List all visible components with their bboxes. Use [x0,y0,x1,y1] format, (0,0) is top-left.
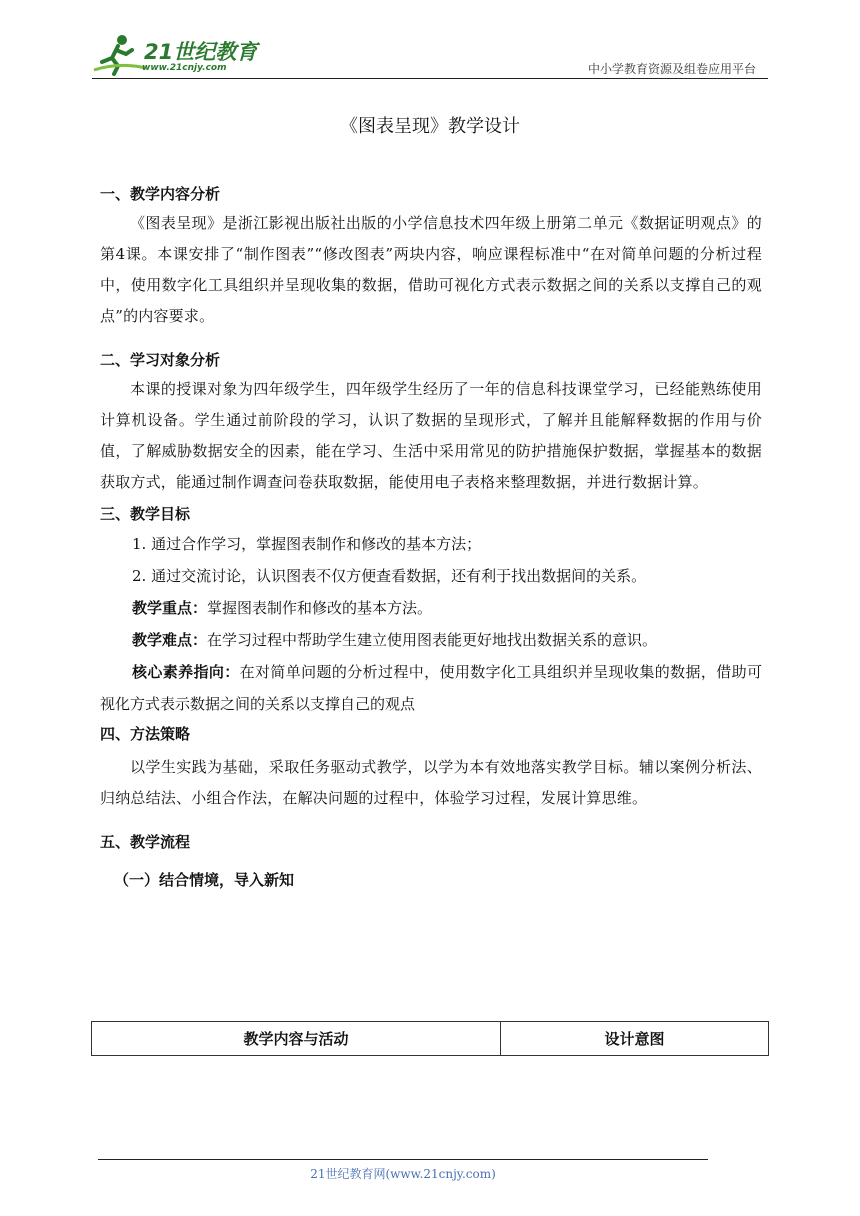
page-header [92,32,768,78]
key-point-label: 教学重点： [132,599,208,617]
logo-url: www.21cnjy.com [142,63,227,73]
difficult-point-label: 教学难点： [132,631,208,649]
section-heading-learner-analysis: 二、学习对象分析 [100,351,221,369]
column-header-activities: 教学内容与活动 [92,1022,501,1056]
platform-label: 中小学教育资源及组卷应用平台 [587,62,756,76]
column-header-intent: 设计意图 [501,1022,769,1056]
section-heading-objectives: 三、教学目标 [100,505,191,523]
logo-text: 21世纪教育 [144,40,258,64]
section-heading-methods: 四、方法策略 [100,725,191,743]
runner-logo-icon [92,32,148,76]
key-point-text: 掌握图表制作和修改的基本方法。 [207,599,433,617]
footer-link[interactable]: 21世纪教育网(www.21cnjy.com) [310,1167,496,1181]
key-point [100,592,762,624]
core-literacy-label: 核心素养指向： [132,663,240,681]
header-divider [92,78,768,79]
teaching-flow-table [91,1021,769,1056]
section-heading-process: 五、教学流程 [100,833,191,851]
table-header-row [92,1022,769,1056]
objective-item-2: 2. 通过交流讨论，认识图表不仅方便查看数据，还有利于找出数据间的关系。 [132,567,647,585]
core-literacy-text: 在对简单问题的分析过程中，使用数字化工具组织并呈现收集的数据，借助可视化方式表示数据之间的关系以支撑自己的观点 [100,663,762,713]
paragraph-methods: 以学生实践为基础，采取任务驱动式教学，以学为本有效地落实教学目标。辅以案例分析法、归纳总结法、小组合作法，在解决问题的过程中，体验学习过程，发展计算思维。 [100,758,762,807]
footer-divider [98,1159,708,1160]
difficult-point-text: 在学习过程中帮助学生建立使用图表能更好地找出数据关系的意识。 [207,631,658,649]
site-logo[interactable] [92,32,262,76]
subsection-heading-intro: （一）结合情境，导入新知 [114,871,295,889]
document-body [100,180,762,894]
core-literacy [100,656,762,720]
paragraph-content-analysis: 《图表呈现》是浙江影视出版社出版的小学信息技术四年级上册第二单元《数据证明观点》的第4课。本课安排了“制作图表”“修改图表”两块内容，响应课程标准中“在对简单问题的分析过程中，使用数字化工具组织并呈现收集的数据，借助可视化方式表示数据之间的关系以支撑自己的观点”的内容要求。 [100,214,762,325]
section-heading-content-analysis: 一、教学内容分析 [100,185,221,203]
document-title: 《图表呈现》教学设计 [340,116,520,137]
objective-item-1: 1. 通过合作学习，掌握图表制作和修改的基本方法； [132,535,482,553]
difficult-point [100,624,762,656]
paragraph-learner-analysis: 本课的授课对象为四年级学生，四年级学生经历了一年的信息科技课堂学习，已经能熟练使用计算机设备。学生通过前阶段的学习，认识了数据的呈现形式，了解并且能解释数据的作用与价值，了解威胁数据安全的因素，能在学习、生活中采用常见的防护措施保护数据，掌握基本的数据获取方式，能通过制作调查问卷获取数据，能使用电子表格来整理数据，并进行数据计算。 [100,380,762,491]
